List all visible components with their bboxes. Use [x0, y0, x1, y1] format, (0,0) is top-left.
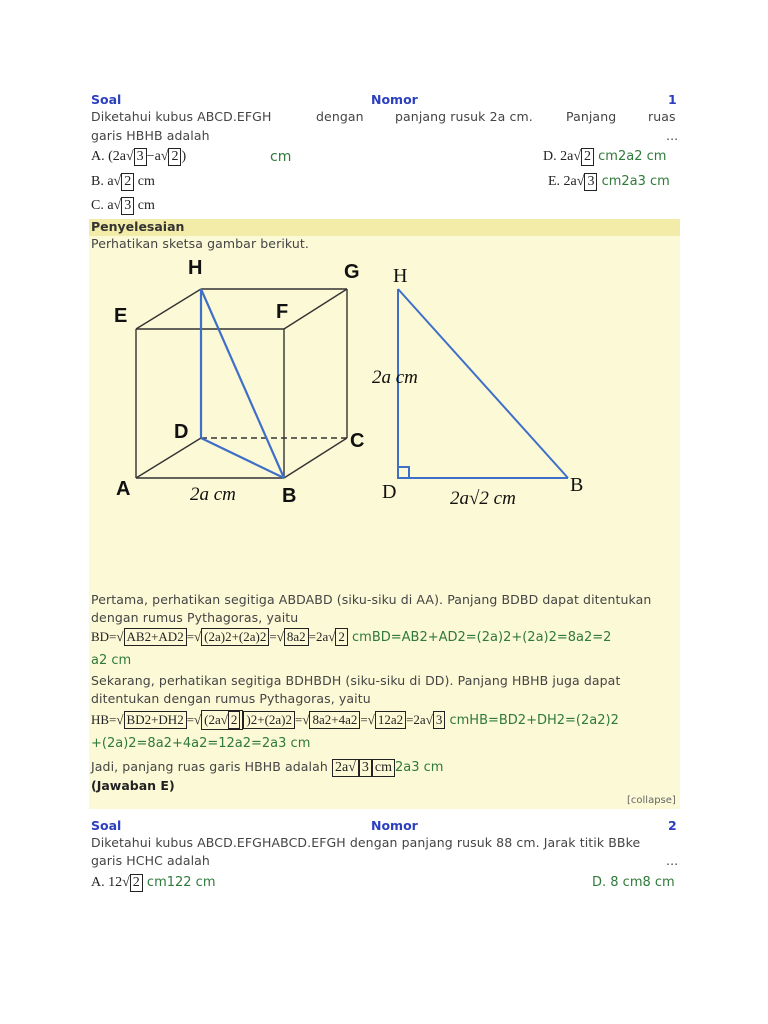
vertex-e-label: E	[114, 305, 128, 327]
vertex-g-label: G	[344, 261, 360, 283]
triangle-height-label: 2a cm	[372, 367, 418, 388]
q2-ellipsis: ...	[666, 853, 679, 868]
solution-intro: Perhatikan sketsa gambar berikut.	[91, 236, 309, 251]
conclusion: Jadi, panjang ruas garis HBHB adalah 2a√ 3cm 2a3 cm	[91, 759, 444, 775]
q1-text-2: dengan	[316, 109, 364, 124]
triangle-h-label: H	[393, 265, 408, 287]
q1-text-3: panjang rusuk 2a cm.	[395, 109, 533, 124]
edge-bc	[284, 438, 347, 478]
segment-db	[201, 438, 284, 478]
q1-option-a[interactable]: A. (2a√ 3 −a√ 2 )	[91, 149, 187, 164]
triangle-base-label: 2a√2 cm	[450, 488, 516, 509]
right-angle-marker	[398, 467, 409, 478]
solution-p1-line2: dengan rumus Pythagoras, yaitu	[91, 610, 299, 625]
vertex-c-label: C	[350, 430, 365, 452]
q1-option-d[interactable]: D. 2a√ 2 cm2a2 cm	[543, 149, 667, 164]
edge-ad	[136, 438, 201, 478]
q2-number: 2	[668, 818, 677, 833]
solution-title: Penyelesaian	[91, 219, 185, 234]
cube-and-triangle-figure	[100, 252, 600, 522]
q1-text-line2: garis HBHB adalah	[91, 128, 210, 143]
triangle-b-label: B	[570, 474, 584, 496]
solution-p2-line2: ditentukan dengan rumus Pythagoras, yaitu	[91, 691, 371, 706]
q1-option-a-unit: cm	[270, 149, 292, 165]
equation-bd: BD=√ AB2+AD2 =√ (2a)2+(2a)2 =√ 8a2 =2a√ 2 cmBD=AB2+AD2=(2a)2+(2a)2=8a2=2	[91, 629, 612, 645]
collapse-link[interactable]: [collapse]	[627, 795, 676, 806]
q1-number: 1	[668, 92, 677, 107]
vertex-b-label: B	[282, 485, 297, 507]
vertex-f-label: F	[276, 301, 289, 323]
cube-edge-length: 2a cm	[190, 484, 236, 505]
q1-nomor-label: Nomor	[371, 92, 418, 107]
q1-option-e[interactable]: E. 2a√ 3 cm2a3 cm	[548, 174, 670, 189]
q2-option-d[interactable]: D. 8 cm8 cm	[592, 875, 675, 890]
equation-hb: HB=√ BD2+DH2 =√ (2a√ 2 )2+(2a)2 =√ 8a2+4a2 =√ 12a2 =2a√ 3 cmHB=BD2+DH2=(2a2)2	[91, 712, 619, 728]
q2-option-a[interactable]: A. 12√ 2 cm122 cm	[91, 875, 216, 890]
q1-option-b[interactable]: B. a√ 2 cm	[91, 174, 155, 189]
q2-nomor-label: Nomor	[371, 818, 418, 833]
solution-p2-line1: Sekarang, perhatikan segitiga BDHBDH (siku-siku di DD). Panjang HBHB juga dapat	[91, 673, 621, 688]
q1-option-c[interactable]: C. a√ 3 cm	[91, 198, 155, 213]
q2-text-line2: garis HCHC adalah	[91, 853, 210, 868]
solution-p1-line1: Pertama, perhatikan segitiga ABDABD (siku-siku di AA). Panjang BDBD dapat ditentukan	[91, 592, 652, 607]
vertex-d-label: D	[174, 421, 189, 443]
q1-text-4: Panjang	[566, 109, 617, 124]
triangle-side-hb	[398, 289, 568, 478]
q1-text-5: ruas	[648, 109, 676, 124]
equation-hb-cont: +(2a)2=8a2+4a2=12a2=2a3 cm	[91, 736, 311, 751]
edge-eh	[136, 289, 201, 329]
equation-bd-cont: a2 cm	[91, 653, 132, 668]
q1-text-1: Diketahui kubus ABCD.EFGH	[91, 109, 272, 124]
q1-ellipsis: ...	[666, 128, 679, 143]
answer-label: (Jawaban E)	[91, 778, 175, 793]
triangle-d-label: D	[382, 481, 397, 503]
edge-fg	[284, 289, 347, 329]
segment-hb	[201, 289, 284, 478]
vertex-a-label: A	[116, 478, 131, 500]
vertex-h-label: H	[188, 257, 203, 279]
q1-soal-label: Soal	[91, 92, 122, 107]
q2-text-line1: Diketahui kubus ABCD.EFGHABCD.EFGH dengan panjang rusuk 88 cm. Jarak titik BBke	[91, 835, 641, 850]
q2-soal-label: Soal	[91, 818, 122, 833]
